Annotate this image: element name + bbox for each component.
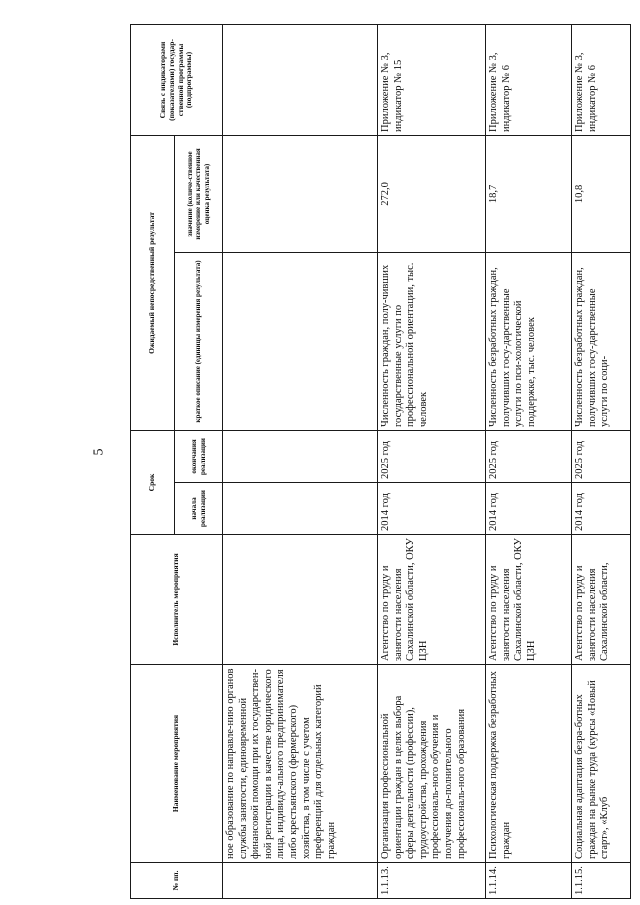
- cell-end: [223, 430, 378, 482]
- header-row: [131, 24, 175, 898]
- cell-end: 2025 год: [486, 430, 572, 482]
- header-executor: Исполнитель мероприятия: [131, 535, 223, 665]
- header-result-value: значение (количе-ственное измерение или качественная оценка результата): [175, 135, 223, 252]
- cell-num: 1.1.14.: [486, 863, 572, 899]
- cell-value: [223, 135, 378, 252]
- cell-value: 10,8: [572, 135, 631, 252]
- cell-link: Приложение № 3, индикатор № 6: [486, 24, 572, 135]
- cell-executor: Агентство по труду и занятости населения Сахалинской области,: [572, 535, 631, 665]
- cell-result: Численность безработных граждан, получивших госу-дарственные услуги по пси-хологической поддержке, тыс. человек: [486, 252, 572, 430]
- rotated-table-container: [130, 25, 630, 899]
- cell-start: 2014 год: [378, 483, 486, 535]
- header-link: Связь с индикаторами (показателями) государ-ственной программы (подпрограммы): [131, 24, 223, 135]
- cell-link: Приложение № 3, индикатор № 15: [378, 24, 486, 135]
- page-number: 5: [91, 448, 107, 456]
- cell-num: 1.1.15.: [572, 863, 631, 899]
- cell-num: 1.1.13.: [378, 863, 486, 899]
- cell-result: [223, 252, 378, 430]
- cell-executor: [223, 535, 378, 665]
- table-row: [572, 24, 631, 898]
- cell-executor: Агентство по труду и занятости населения Сахалинской области, ОКУ ЦЗН: [378, 535, 486, 665]
- header-result-desc: краткое описание (единицы измерения результата): [175, 252, 223, 430]
- cell-value: 272,0: [378, 135, 486, 252]
- header-result: Ожидаемый непосредственный результат: [131, 135, 175, 430]
- cell-result: Численность безработных граждан, получивших госу-дарственные услуги по соци-: [572, 252, 631, 430]
- header-name: Наименование мероприятия: [131, 665, 223, 863]
- cell-value: 18,7: [486, 135, 572, 252]
- cell-num: [223, 863, 378, 899]
- cell-name: Организация профессиональной ориентации граждан в целях выбора сферы деятельности (профессии), трудоустройства, прохождения профессиональ-ного обучения и получения до-полнительного профессиональ-ного образования: [378, 665, 486, 863]
- table-row: [486, 24, 572, 898]
- cell-end: 2025 год: [378, 430, 486, 482]
- table-row: [378, 24, 486, 898]
- header-term-end: окончания реализации: [175, 430, 223, 482]
- cell-link: Приложение № 3, индикатор № 6: [572, 24, 631, 135]
- measures-table: [130, 24, 631, 899]
- cell-link: [223, 24, 378, 135]
- cell-start: 2014 год: [486, 483, 572, 535]
- header-num: № пп.: [131, 863, 223, 899]
- cell-executor: Агентство по труду и занятости населения Сахалинской области, ОКУ ЦЗН: [486, 535, 572, 665]
- cell-start: [223, 483, 378, 535]
- cell-name: ное образование по направле-нию органов службы занятости, единовременной финансовой помощи при их государствен-ной регистрации в качестве юридического лица, индивиду-ального предпринимателя либо крестьянского (фермерского) хозяйства, в том числе с учетом преференций для отдельных категорий граждан: [223, 665, 378, 863]
- cell-start: 2014 год: [572, 483, 631, 535]
- cell-name: Психологическая поддержка безработных граждан: [486, 665, 572, 863]
- cell-name: Социальная адаптация безра-ботных граждан на рынке труда (курсы «Новый старт», «Клуб: [572, 665, 631, 863]
- header-term-start: начала реализации: [175, 483, 223, 535]
- cell-end: 2025 год: [572, 430, 631, 482]
- header-term: Срок: [131, 430, 175, 534]
- cell-result: Численность граждан, полу-чивших государственные услуги по профессиональной ориентации, тыс. человек: [378, 252, 486, 430]
- table-row: [223, 24, 378, 898]
